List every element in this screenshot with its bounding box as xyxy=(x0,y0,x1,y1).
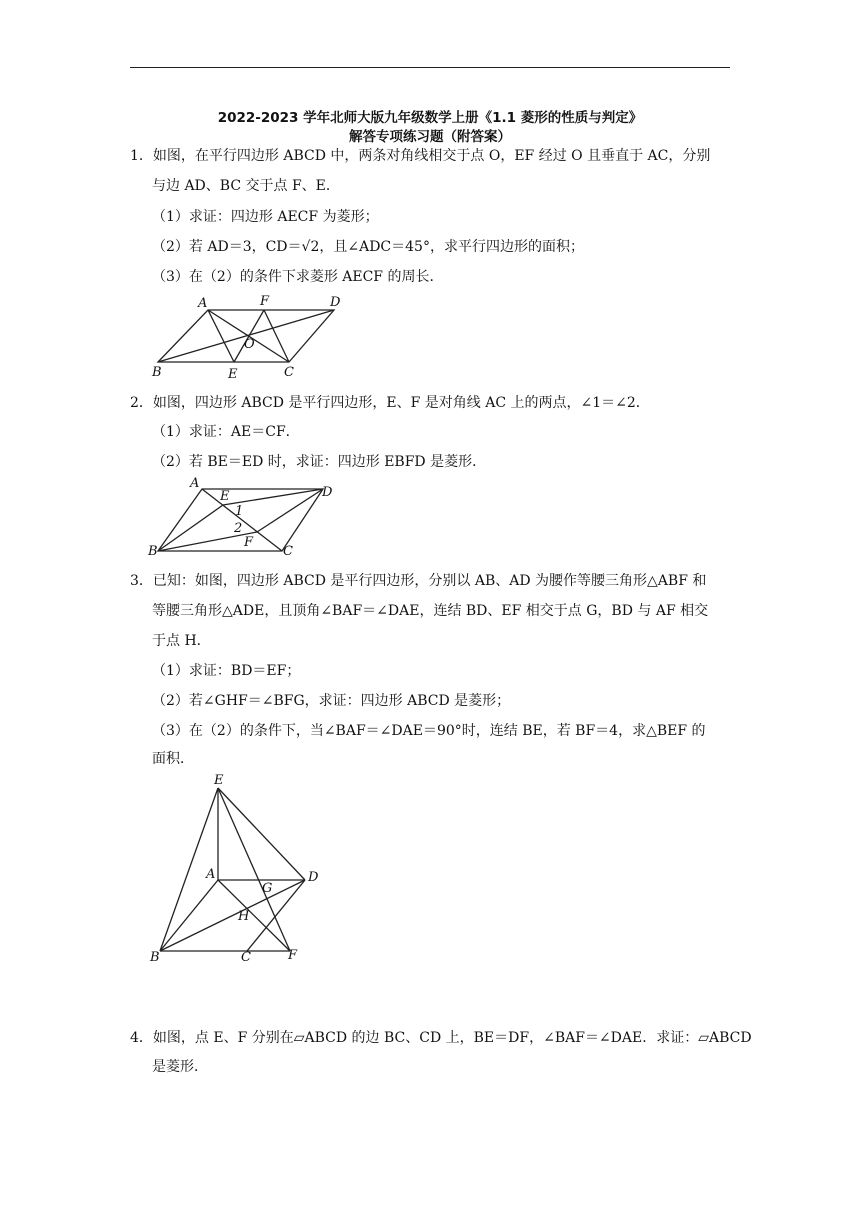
q3-label-h: H xyxy=(238,909,250,924)
q1-label-b: B xyxy=(152,365,162,380)
q2-stem-line1: 2．如图，四边形 ABCD 是平行四边形，E、F 是对角线 AC 上的两点，∠1＝∠2． xyxy=(130,395,650,411)
q1-stem-line2: 与边 AD、BC 交于点 F、E． xyxy=(152,178,340,194)
q3-part3-line2: 面积． xyxy=(152,751,194,767)
q1-label-a: A xyxy=(198,296,208,311)
q3-label-e: E xyxy=(214,773,224,788)
q1-stem-line1: 1．如图，在平行四边形 ABCD 中，两条对角线相交于点 O，EF 经过 O 且垂直于 AC，分别 xyxy=(130,148,711,164)
q1-label-d: D xyxy=(330,295,341,310)
q3-label-a: A xyxy=(206,867,216,882)
q3-segment-af xyxy=(218,880,290,951)
q3-segment-ef xyxy=(218,788,290,951)
q3-segment-dc xyxy=(247,880,305,951)
q2-parallelogram xyxy=(158,489,323,551)
q3-label-c: C xyxy=(241,950,251,965)
q2-label-a: A xyxy=(190,476,200,491)
q2-diagonal-ac xyxy=(202,489,282,551)
q1-label-o: O xyxy=(244,337,255,352)
q2-label-e: E xyxy=(220,489,230,504)
q2-segment-fd xyxy=(257,489,323,532)
q3-label-d: D xyxy=(308,870,319,885)
q2-part1: （1）求证：AE＝CF． xyxy=(152,424,300,440)
q3-segment-ed xyxy=(218,788,305,880)
q1-label-f: F xyxy=(260,294,270,309)
page-title: 2022-2023 学年北师大版九年级数学上册《1.1 菱形的性质与判定》 xyxy=(217,110,643,126)
q2-label-b: B xyxy=(148,544,158,559)
q4-stem-line1: 4．如图，点 E、F 分别在▱ABCD 的边 BC、CD 上，BE＝DF，∠BAF＝∠DAE．求证：▱ABCD xyxy=(130,1030,752,1046)
q2-label-angle1: 1 xyxy=(235,504,244,519)
q1-part3: （3）在（2）的条件下求菱形 AECF 的周长． xyxy=(152,269,444,285)
q2-segment-be xyxy=(158,505,223,551)
q3-part2: （2）若∠GHF＝∠BFG，求证：四边形 ABCD 是菱形； xyxy=(152,693,511,709)
page-subtitle: 解答专项练习题（附答案） xyxy=(349,129,511,145)
q3-stem-line2: 等腰三角形△ADE，且顶角∠BAF＝∠DAE，连结 BD、EF 相交于点 G，BD 与 AF 相交 xyxy=(152,603,709,619)
q2-part2: （2）若 BE＝ED 时，求证：四边形 EBFD 是菱形． xyxy=(152,454,487,470)
q2-figure xyxy=(140,475,350,560)
q1-label-c: C xyxy=(284,365,294,380)
q3-label-g: G xyxy=(262,881,273,896)
q1-segment-ef xyxy=(234,310,264,362)
q3-part3-line1: （3）在（2）的条件下，当∠BAF＝∠DAE＝90°时，连结 BE，若 BF＝4，求△BEF 的 xyxy=(152,723,706,739)
q3-label-b: B xyxy=(150,950,160,965)
q2-label-angle2: 2 xyxy=(234,521,243,536)
q2-label-d: D xyxy=(322,485,333,500)
q1-figure xyxy=(140,290,360,385)
q1-part1: （1）求证：四边形 AECF 为菱形； xyxy=(152,209,379,225)
q3-part1: （1）求证：BD＝EF； xyxy=(152,663,301,679)
q3-segment-ab xyxy=(160,880,218,951)
q3-stem-line1: 3．已知：如图，四边形 ABCD 是平行四边形，分别以 AB、AD 为腰作等腰三角形△ABF 和 xyxy=(130,573,707,589)
q2-label-f: F xyxy=(244,535,254,550)
q3-label-f: F xyxy=(288,948,298,963)
q1-diagonal-bd xyxy=(158,310,334,362)
q1-label-e: E xyxy=(228,367,238,382)
q2-label-c: C xyxy=(283,544,293,559)
header-rule xyxy=(130,67,730,68)
q3-stem-line3: 于点 H． xyxy=(152,633,211,649)
q3-figure xyxy=(140,768,340,968)
q2-segment-ed xyxy=(223,489,323,505)
q1-part2: （2）若 AD＝3，CD＝√2，且∠ADC＝45°，求平行四边形的面积； xyxy=(152,239,584,255)
q4-stem-line2: 是菱形． xyxy=(152,1059,208,1075)
